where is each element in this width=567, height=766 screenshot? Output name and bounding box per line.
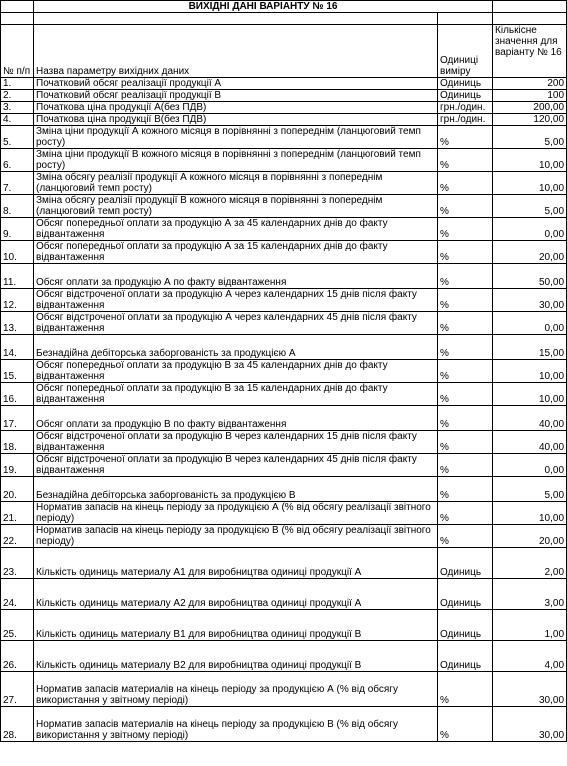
row-unit: % [438,218,493,241]
table-row [1,172,567,195]
row-unit: % [438,672,493,707]
row-value: 0,00 [493,218,567,241]
row-value: 2,00 [493,548,567,579]
table-row [1,289,567,312]
row-value: 4,00 [493,641,567,672]
row-value: 10,00 [493,172,567,195]
row-unit: Одиниць [438,610,493,641]
row-number: 18. [1,431,34,454]
row-number: 23. [1,548,34,579]
row-number: 4. [1,114,34,126]
row-name: Обсяг відстроченої оплати за продукцію А через календарних 45 днів після факту відвантаження [34,312,438,335]
row-number: 5. [1,126,34,149]
row-number: 8. [1,195,34,218]
row-unit: % [438,126,493,149]
row-value: 20,00 [493,241,567,264]
row-unit: % [438,525,493,548]
row-value: 100 [493,90,567,102]
row-number: 26. [1,641,34,672]
table-row [1,312,567,335]
row-unit: % [438,264,493,289]
row-value: 5,00 [493,195,567,218]
table-row [1,90,567,102]
row-value: 15,00 [493,335,567,360]
row-value: 40,00 [493,406,567,431]
table-row [1,383,567,406]
row-name: Безнадійна дебіторська заборгованість за продукцією А [34,335,438,360]
row-value: 30,00 [493,289,567,312]
row-value: 200 [493,78,567,90]
row-unit: Одиниць [438,548,493,579]
row-unit: % [438,172,493,195]
row-name: Обсяг оплати за продукцію А по факту відвантаження [34,264,438,289]
row-name: Кількість одиниць материалу В2 для виробництва одиниці продукції В [34,641,438,672]
row-number: 24. [1,579,34,610]
row-value: 0,00 [493,454,567,477]
row-unit: % [438,707,493,742]
row-number: 17. [1,406,34,431]
row-name: Початковий обсяг реалізації продукції А [34,78,438,90]
row-name: Обсяг відстроченої оплати за продукцію В через календарних 15 днів після факту відвантаження [34,431,438,454]
row-unit: % [438,406,493,431]
row-value: 20,00 [493,525,567,548]
row-number: 25. [1,610,34,641]
row-name: Норматив запасів материалів на кінець періоду за продукцією А (% від обсягу використання у звітному періоді) [34,672,438,707]
row-name: Обсяг попередньої оплати за продукцію В за 15 календарних днів до факту відвантаження [34,383,438,406]
table-row [1,579,567,610]
blank-row [1,13,567,25]
table-row [1,360,567,383]
row-value: 10,00 [493,360,567,383]
row-unit: Одиниць [438,641,493,672]
row-value: 50,00 [493,264,567,289]
table-row [1,195,567,218]
row-value: 10,00 [493,383,567,406]
row-name: Зміна обсягу реалізії продукції А кожного місяця в порівнянні з попереднім (ланцюговий темп росту) [34,172,438,195]
row-number: 16. [1,383,34,406]
row-number: 19. [1,454,34,477]
row-value: 200,00 [493,102,567,114]
row-number: 12. [1,289,34,312]
row-name: Початковий обсяг реалізації продукції В [34,90,438,102]
row-name: Зміна ціни продукції А кожного місяця в порівнянні з попереднім (ланцюговий темп росту) [34,126,438,149]
row-value: 30,00 [493,707,567,742]
row-unit: Одиниць [438,579,493,610]
row-unit: % [438,335,493,360]
table-row [1,641,567,672]
row-number: 22. [1,525,34,548]
blank-cell [34,13,438,25]
row-name: Норматив запасів материалів на кінець періоду за продукцією В (% від обсягу використання у звітному періоді) [34,707,438,742]
row-unit: грн./один. [438,114,493,126]
row-name: Обсяг відстроченої оплати за продукцію В через календарних 45 днів після факту відвантаження [34,454,438,477]
row-number: 11. [1,264,34,289]
row-number: 10. [1,241,34,264]
row-number: 6. [1,149,34,172]
table-row [1,431,567,454]
row-number: 21. [1,502,34,525]
table-row [1,406,567,431]
row-name: Норматив запасів на кінець періоду за продукцією В (% від обсягу реалізації звітного періоду) [34,525,438,548]
table-row [1,610,567,641]
row-name: Зміна обсягу реалізії продукції В кожного місяця в порівнянні з попереднім (ланцюговий темп росту) [34,195,438,218]
table-row [1,672,567,707]
table-row [1,78,567,90]
row-number: 3. [1,102,34,114]
row-name: Обсяг попередньої оплати за продукцію В за 45 календарних днів до факту відвантаження [34,360,438,383]
row-unit: % [438,289,493,312]
row-unit: % [438,360,493,383]
row-unit: Одиниць [438,78,493,90]
table-row [1,264,567,289]
row-unit: % [438,195,493,218]
title-spacer-cell [1,1,34,13]
table-row [1,335,567,360]
row-unit: % [438,454,493,477]
row-number: 2. [1,90,34,102]
row-name: Обсяг попередньої оплати за продукцію А за 15 календарних днів до факту відвантаження [34,241,438,264]
row-unit: % [438,477,493,502]
table-row [1,454,567,477]
row-unit: % [438,241,493,264]
table-row [1,149,567,172]
row-unit: % [438,312,493,335]
title-spacer-cell [493,1,567,13]
table-row [1,502,567,525]
header-num: № п/п [1,25,34,78]
row-number: 1. [1,78,34,90]
row-unit: % [438,149,493,172]
table-row [1,548,567,579]
header-row [1,25,567,78]
header-value: Кількісне значення для варіанту № 16 [493,25,567,78]
page-title: ВИХІДНІ ДАНІ ВАРІАНТУ № 16 [34,1,493,13]
blank-cell [438,13,493,25]
row-value: 10,00 [493,149,567,172]
row-number: 13. [1,312,34,335]
row-number: 28. [1,707,34,742]
title-row [1,1,567,13]
row-number: 27. [1,672,34,707]
row-value: 5,00 [493,126,567,149]
header-name: Назва параметру вихідних даних [34,25,438,78]
row-name: Норматив запасів на кінець періоду за продукцією А (% від обсягу реалізації звітного періоду) [34,502,438,525]
row-name: Кількість одиниць материалу В1 для виробництва одиниці продукції В [34,610,438,641]
row-unit: % [438,502,493,525]
row-number: 9. [1,218,34,241]
row-value: 3,00 [493,579,567,610]
row-value: 120,00 [493,114,567,126]
row-value: 5,00 [493,477,567,502]
table-row [1,477,567,502]
table-row [1,218,567,241]
row-unit: грн./один. [438,102,493,114]
table-row [1,102,567,114]
row-number: 14. [1,335,34,360]
row-name: Зміна ціни продукції В кожного місяця в порівнянні з попереднім (ланцюговий темп росту) [34,149,438,172]
row-name: Початкова ціна продукції А(без ПДВ) [34,102,438,114]
row-value: 1,00 [493,610,567,641]
row-name: Обсяг оплати за продукцію В по факту відвантаження [34,406,438,431]
blank-cell [493,13,567,25]
row-name: Початкова ціна продукції В(без ПДВ) [34,114,438,126]
row-unit: % [438,383,493,406]
row-unit: Одиниць [438,90,493,102]
row-number: 20. [1,477,34,502]
table-row [1,525,567,548]
blank-cell [1,13,34,25]
table-row [1,114,567,126]
table-row [1,126,567,149]
row-value: 40,00 [493,431,567,454]
row-name: Обсяг попередньої оплати за продукцію А за 45 календарних днів до факту відвантаження [34,218,438,241]
header-unit: Одиниці виміру [438,25,493,78]
table-row [1,241,567,264]
row-value: 30,00 [493,672,567,707]
row-name: Обсяг відстроченої оплати за продукцію А через календарних 15 днів після факту відвантаження [34,289,438,312]
table-row [1,707,567,742]
row-number: 7. [1,172,34,195]
row-number: 15. [1,360,34,383]
row-unit: % [438,431,493,454]
row-value: 0,00 [493,312,567,335]
row-name: Безнадійна дебіторська заборгованість за продукцією В [34,477,438,502]
row-name: Кількість одиниць материалу А1 для виробництва одиниці продукції А [34,548,438,579]
row-name: Кількість одиниць материалу А2 для виробництва одиниці продукції А [34,579,438,610]
row-value: 10,00 [493,502,567,525]
